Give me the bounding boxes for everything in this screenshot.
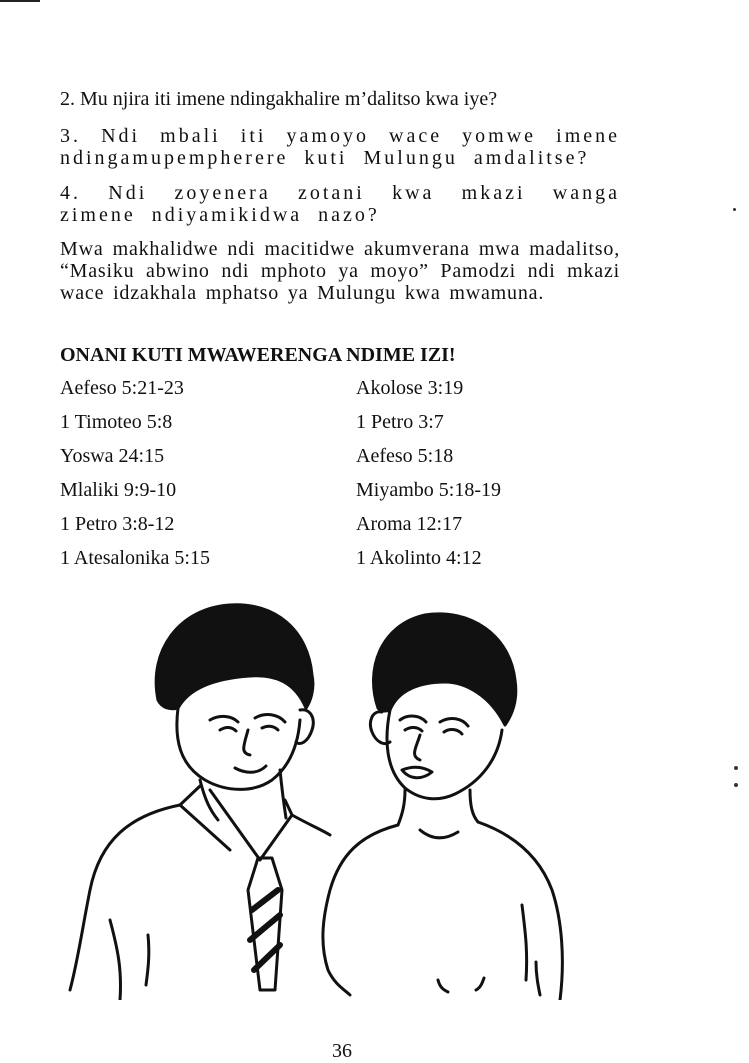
reference-item: 1 Atesalonika 5:15 — [60, 547, 210, 569]
man-body — [70, 805, 180, 990]
body-paragraph: Mwa makhalidwe ndi macitidwe akumverana mwa madalitso, “Masiku abwino ndi mphoto ya moyo” Pamodzi ndi mkazi wace idzakhala mphatso ya Mulungu kwa mwamuna. — [60, 238, 620, 304]
reference-item: Mlaliki 9:9-10 — [60, 479, 177, 501]
references-right-column — [356, 376, 501, 580]
scan-mark — [0, 0, 40, 2]
woman-face — [387, 710, 502, 799]
man-hair — [156, 605, 313, 709]
question-2: 2. Mu njira iti imene ndingakhalire m’dalitso kwa iye? — [60, 88, 498, 110]
reference-item: Akolose 3:19 — [356, 377, 464, 399]
references-left-column — [60, 376, 210, 580]
scan-speck — [733, 208, 736, 211]
woman-body — [323, 825, 398, 995]
reference-item: Aroma 12:17 — [356, 513, 463, 535]
reference-item: Miyambo 5:18-19 — [356, 479, 501, 501]
reference-item: Yoswa 24:15 — [60, 445, 165, 467]
reference-item: 1 Petro 3:7 — [356, 411, 444, 433]
reference-item: Aefeso 5:18 — [356, 445, 454, 467]
question-3: 3. Ndi mbali iti yamoyo wace yomwe imene ndingamupempherere kuti Mulungu amdalitse? — [60, 125, 620, 169]
scan-speck — [734, 783, 738, 787]
reference-item: 1 Timoteo 5:8 — [60, 411, 173, 433]
question-4: 4. Ndi zoyenera zotani kwa mkazi wanga zimene ndiyamikidwa nazo? — [60, 182, 620, 226]
scan-speck — [734, 766, 738, 770]
references-heading: ONANI KUTI MWAWERENGA NDIME IZI! — [60, 344, 456, 366]
woman-hair — [373, 614, 515, 725]
reference-item: 1 Petro 3:8-12 — [60, 513, 175, 535]
couple-illustration — [60, 590, 600, 1000]
reference-item: 1 Akolinto 4:12 — [356, 547, 482, 569]
reference-item: Aefeso 5:21-23 — [60, 377, 184, 399]
man-collar — [210, 790, 292, 860]
page-number: 36 — [332, 1040, 352, 1062]
